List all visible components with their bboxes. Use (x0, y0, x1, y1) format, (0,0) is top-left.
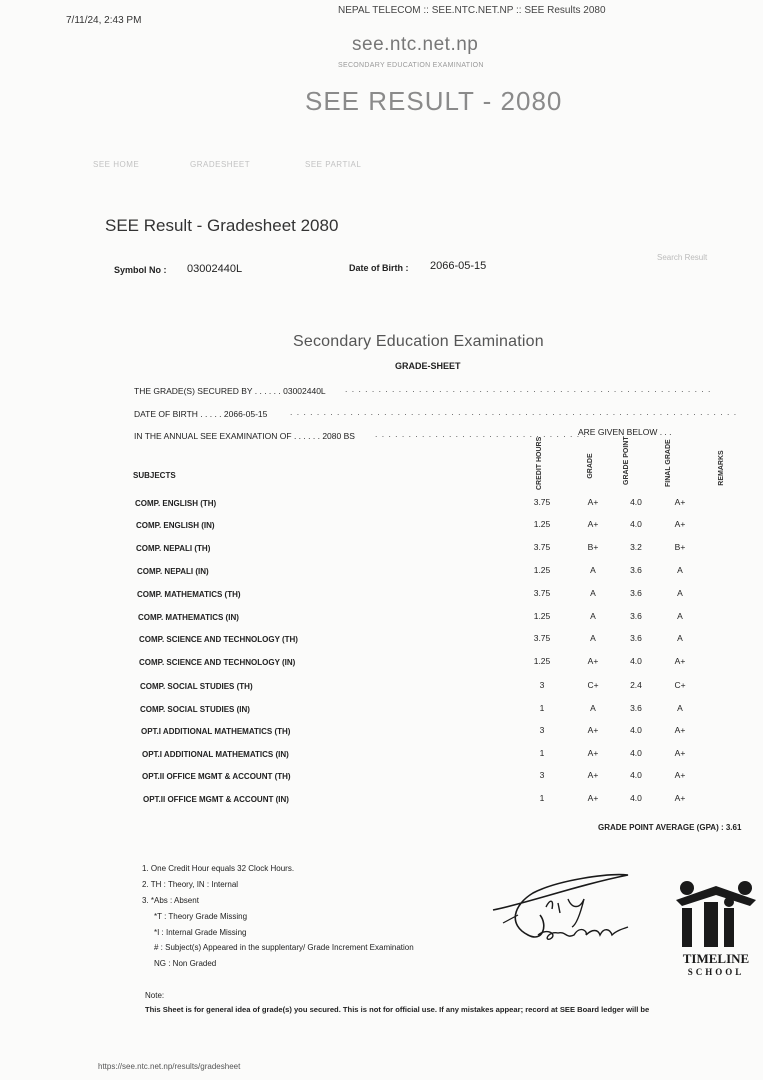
note-item: NG : Non Graded (154, 959, 217, 968)
subject-cell: COMP. ENGLISH (IN) (136, 521, 215, 530)
grade-point-cell: 3.6 (630, 565, 642, 575)
grade-point-cell: 4.0 (630, 770, 642, 780)
credit-hours-cell: 1 (539, 793, 545, 803)
annual-label: IN THE ANNUAL SEE EXAMINATION OF . . . . . . (134, 431, 320, 441)
subject-cell: COMP. SOCIAL STUDIES (IN) (140, 705, 250, 714)
credit-hours-cell: 1 (539, 703, 545, 713)
subject-cell: COMP. NEPALI (IN) (137, 567, 209, 576)
note-item: *T : Theory Grade Missing (154, 912, 248, 921)
credit-hours-cell: 1.25 (533, 519, 551, 529)
final-grade-cell: A (677, 565, 683, 575)
final-grade-cell: A (677, 588, 683, 598)
page-url[interactable]: https://see.ntc.net.np/results/gradesheet (98, 1062, 241, 1071)
final-grade-cell: A+ (674, 519, 686, 529)
subject-cell: COMP. SCIENCE AND TECHNOLOGY (TH) (139, 635, 298, 644)
grade-cell: A+ (587, 770, 599, 780)
print-title: NEPAL TELECOM :: SEE.NTC.NET.NP :: SEE Results 2080 (338, 5, 606, 16)
grade-cell: A (590, 588, 596, 598)
final-grade-cell: A+ (674, 656, 686, 666)
grade-cell: A (590, 633, 596, 643)
credit-hours-cell: 3.75 (533, 633, 551, 643)
grade-point-cell: 2.4 (630, 680, 642, 690)
grade-point-cell: 4.0 (630, 497, 642, 507)
credit-hours-cell: 3.75 (533, 542, 551, 552)
final-grade-cell: A (677, 703, 683, 713)
exam-title: Secondary Education Examination (293, 333, 544, 350)
grade-point-cell: 3.2 (630, 542, 642, 552)
remarks-header: REMARKS (718, 450, 725, 486)
given-below: ARE GIVEN BELOW . . . (578, 427, 672, 437)
credit-hours-cell: 3.75 (533, 588, 551, 598)
credit-hours-cell: 3.75 (533, 497, 551, 507)
subjects-header: SUBJECTS (133, 471, 176, 480)
grade-point-cell: 4.0 (630, 793, 642, 803)
note-text: This Sheet is for general idea of grade(s) you secured. This is not for official use. If any mistakes appear; record at SEE Board ledger will be (145, 1005, 650, 1014)
final-grade-cell: A+ (674, 497, 686, 507)
grade-point-header: GRADE POINT (623, 436, 630, 485)
site-subtitle: SECONDARY EDUCATION EXAMINATION (338, 62, 484, 69)
grade-cell: A (590, 703, 596, 713)
credit-hours-cell: 1 (539, 748, 545, 758)
grade-cell: B+ (587, 542, 599, 552)
note-item: 2. TH : Theory, IN : Internal (142, 880, 239, 889)
logo-line2: SCHOOL (687, 967, 745, 977)
timeline-school-logo (672, 878, 760, 983)
final-grade-cell: A (677, 611, 683, 621)
leader-dots: . . . . . . . . . . . . . . . . . . . . . . . . . . . . . . . . . . . . . . . . . . . . . . . . . . . . . . . (345, 384, 712, 394)
subject-cell: OPT.II OFFICE MGMT & ACCOUNT (TH) (142, 772, 291, 781)
subject-cell: COMP. ENGLISH (TH) (135, 499, 217, 508)
subject-cell: OPT.II OFFICE MGMT & ACCOUNT (IN) (143, 795, 289, 804)
gpa: GRADE POINT AVERAGE (GPA) : 3.61 (598, 823, 742, 832)
site-name: see.ntc.net.np (352, 34, 479, 55)
grade-cell: A (590, 565, 596, 575)
subject-cell: COMP. MATHEMATICS (IN) (138, 613, 239, 622)
credit-hours-cell: 1.25 (533, 611, 551, 621)
note-item: # : Subject(s) Appeared in the supplentary/ Grade Increment Examination (154, 943, 414, 952)
secured-by-label: THE GRADE(S) SECURED BY . . . . . . (134, 386, 281, 396)
annual-value: 2080 BS (322, 431, 355, 441)
nav-gradesheet[interactable]: GRADESHEET (190, 160, 251, 169)
annual-line (134, 431, 355, 441)
grade-header: GRADE (587, 453, 594, 479)
grade-sheet-title: GRADE-SHEET (395, 361, 461, 371)
dob-label: Date of Birth : (349, 263, 409, 273)
grade-point-cell: 4.0 (630, 656, 642, 666)
gradesheet-heading: SEE Result - Gradesheet 2080 (105, 216, 339, 235)
final-grade-cell: A+ (674, 725, 686, 735)
grade-cell: C+ (587, 680, 599, 690)
note-label: Note: (145, 991, 165, 1000)
nav-see-partial[interactable]: SEE PARTIAL (305, 160, 362, 169)
nav-see-home[interactable]: SEE HOME (93, 160, 140, 169)
subject-cell: COMP. SCIENCE AND TECHNOLOGY (IN) (139, 658, 296, 667)
subject-cell: COMP. SOCIAL STUDIES (TH) (140, 682, 253, 691)
grade-point-cell: 3.6 (630, 611, 642, 621)
grade-point-cell: 3.6 (630, 703, 642, 713)
subject-cell: COMP. NEPALI (TH) (136, 544, 211, 553)
leader-dots: . . . . . . . . . . . . . . . . . . . . . . . . . . . . . . . . (375, 429, 587, 439)
secured-by-line (134, 386, 326, 396)
dob-line-label: DATE OF BIRTH . . . . . (134, 409, 222, 419)
dob-line-value: 2066-05-15 (223, 409, 268, 419)
grade-cell: A (590, 611, 596, 621)
final-grade-cell: A+ (674, 793, 686, 803)
subject-cell: OPT.I ADDITIONAL MATHEMATICS (TH) (141, 727, 291, 736)
secured-by-value: 03002440L (283, 386, 326, 396)
page-title: SEE RESULT - 2080 (305, 86, 563, 116)
grade-point-cell: 3.6 (630, 633, 642, 643)
final-grade-cell: C+ (674, 680, 686, 690)
dob-line (134, 409, 267, 419)
signature (488, 865, 638, 955)
grade-point-cell: 3.6 (630, 588, 642, 598)
leader-dots: . . . . . . . . . . . . . . . . . . . . . . . . . . . . . . . . . . . . . . . . . . . . . . . . . . . . . . . . . . . . . . . . . . . (290, 407, 738, 417)
search-result-link[interactable]: Search Result (657, 253, 708, 262)
credit-hours-cell: 1.25 (533, 565, 551, 575)
final-grade-header: FINAL GRADE (665, 439, 672, 487)
final-grade-cell: A+ (674, 770, 686, 780)
grade-cell: A+ (587, 793, 599, 803)
credit-hours-cell: 3 (539, 680, 545, 690)
note-item: 1. One Credit Hour equals 32 Clock Hours. (142, 864, 295, 873)
logo-line1: TIMELINE (682, 951, 750, 966)
credit-hours-cell: 3 (539, 725, 545, 735)
grade-cell: A+ (587, 748, 599, 758)
final-grade-cell: B+ (674, 542, 686, 552)
credit-hours-header: CREDIT HOURS (536, 436, 543, 490)
grade-cell: A+ (587, 519, 599, 529)
grade-point-cell: 4.0 (630, 748, 642, 758)
credit-hours-cell: 3 (539, 770, 545, 780)
grade-point-cell: 4.0 (630, 519, 642, 529)
grade-cell: A+ (587, 497, 599, 507)
final-grade-cell: A (677, 633, 683, 643)
print-date: 7/11/24, 2:43 PM (66, 15, 142, 26)
dob-value: 2066-05-15 (430, 260, 487, 272)
grade-cell: A+ (587, 656, 599, 666)
symbol-label: Symbol No : (114, 265, 167, 275)
note-item: 3. *Abs : Absent (142, 896, 199, 905)
grade-point-cell: 4.0 (630, 725, 642, 735)
final-grade-cell: A+ (674, 748, 686, 758)
note-item: *I : Internal Grade Missing (154, 928, 247, 937)
symbol-value: 03002440L (187, 263, 243, 275)
subject-cell: COMP. MATHEMATICS (TH) (137, 590, 241, 599)
grade-cell: A+ (587, 725, 599, 735)
subject-cell: OPT.I ADDITIONAL MATHEMATICS (IN) (142, 750, 289, 759)
credit-hours-cell: 1.25 (533, 656, 551, 666)
